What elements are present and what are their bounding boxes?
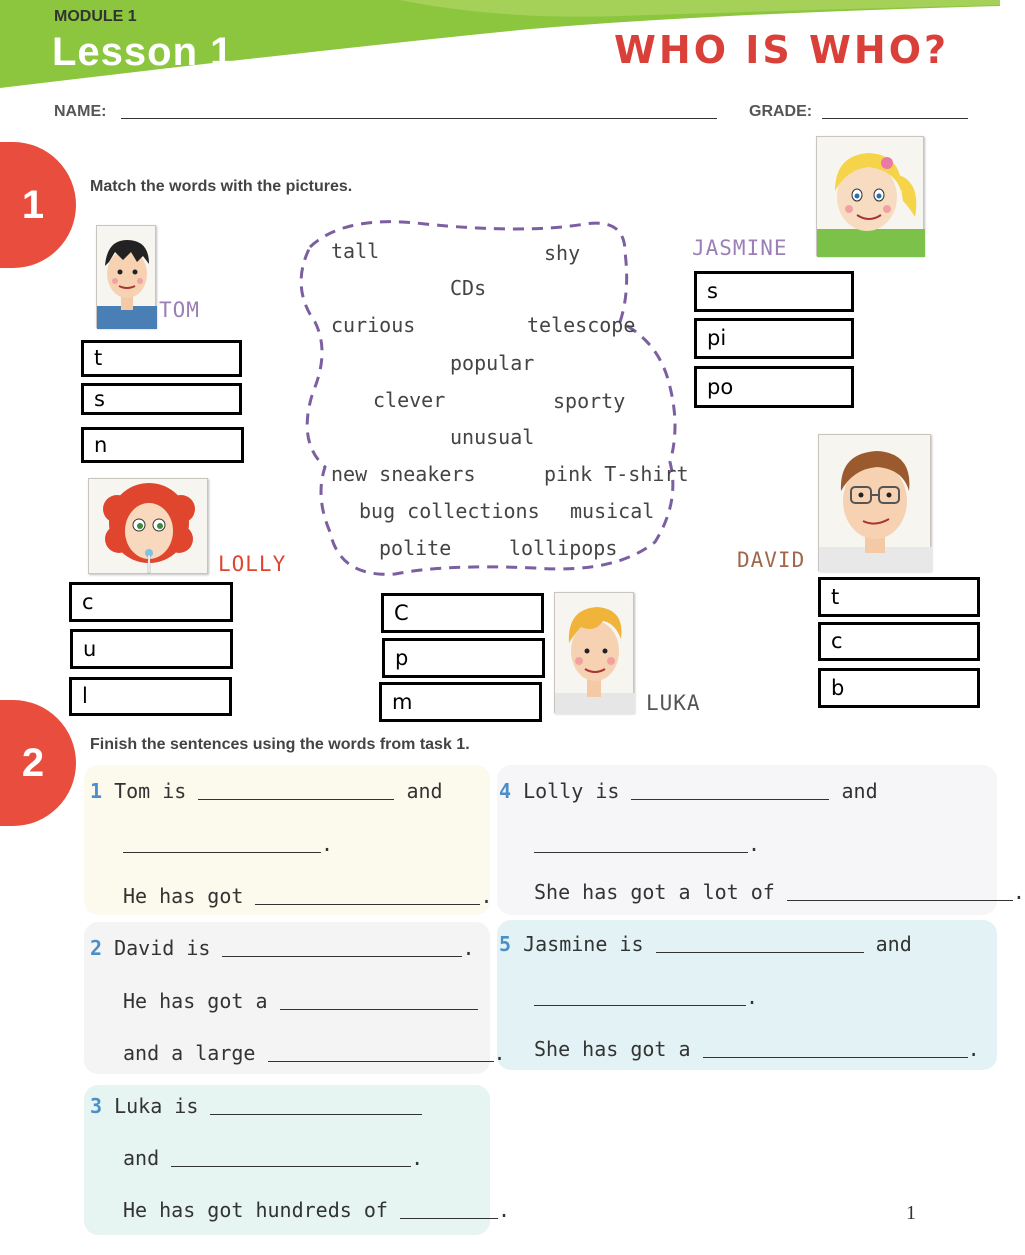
tom-answer-3[interactable]: n — [81, 427, 244, 463]
word-unusual: unusual — [450, 425, 535, 449]
task2-instruction: Finish the sentences using the words from task 1. — [90, 736, 470, 753]
sentence-5-number: 5 — [499, 932, 512, 956]
grade-label: GRADE: — [749, 103, 813, 120]
tom-name-label: TOM — [159, 298, 200, 322]
luka-answer-3[interactable]: m — [379, 682, 542, 722]
word-polite: polite — [379, 536, 452, 560]
task1-number-badge: 1 — [0, 142, 76, 268]
sentence-1-number: 1 — [90, 779, 103, 803]
david-answer-1[interactable]: t — [818, 577, 980, 617]
david-answer-2[interactable]: c — [818, 622, 980, 661]
sentence-3-text-c: . — [411, 1146, 424, 1170]
sentence-2-number: 2 — [90, 936, 103, 960]
sentence-2-blank-2[interactable] — [280, 990, 478, 1010]
sentence-2-text-c: He has got a — [123, 989, 268, 1013]
luka-name-label: LUKA — [646, 691, 701, 715]
word-musical: musical — [570, 499, 655, 523]
sentence-4-blank-1[interactable] — [631, 780, 829, 800]
david-answer-3[interactable]: b — [818, 668, 980, 708]
sentence-3-blank-2[interactable] — [171, 1147, 411, 1167]
word-lollipops: lollipops — [509, 536, 618, 560]
sentence-3-text-e: . — [497, 1198, 510, 1222]
word-pink-tshirt: pink T-shirt — [544, 462, 689, 486]
sentence-2-blank-3[interactable] — [268, 1042, 494, 1062]
sentence-3-blank-3[interactable] — [400, 1199, 498, 1219]
jasmine-name-label: JASMINE — [692, 236, 788, 260]
sentence-3-number: 3 — [90, 1094, 103, 1118]
word-popular: popular — [450, 351, 535, 375]
sentence-1-blank-2[interactable] — [123, 833, 321, 853]
sentence-2-blank-1[interactable] — [222, 937, 462, 957]
sentence-2-text-d: and a large — [123, 1041, 256, 1065]
sentence-5-line-1 — [499, 932, 912, 956]
page-number: 1 — [906, 1202, 916, 1224]
word-bug-collections: bug collections — [359, 499, 540, 523]
sentence-4-text-a: Lolly is — [523, 779, 620, 803]
sentence-3-line-3 — [123, 1198, 510, 1222]
lolly-portrait — [88, 478, 208, 574]
sentence-4-text-d: She has got a lot of — [534, 880, 775, 904]
sentence-4-line-3 — [534, 880, 1025, 904]
module-label: MODULE 1 — [54, 8, 137, 25]
sentence-5-blank-3[interactable] — [703, 1038, 968, 1058]
sentence-4-text-e: . — [1012, 880, 1025, 904]
sentence-5-text-d: She has got a — [534, 1037, 691, 1061]
task1-instruction: Match the words with the pictures. — [90, 178, 353, 195]
word-telescope: telescope — [527, 313, 636, 337]
sentence-1-line-1 — [90, 779, 443, 803]
sentence-1-blank-3[interactable] — [255, 885, 480, 905]
david-portrait — [818, 434, 931, 571]
lolly-answer-3[interactable]: l — [69, 677, 232, 716]
david-name-label: DAVID — [737, 548, 806, 572]
sentence-4-blank-3[interactable] — [787, 881, 1013, 901]
grade-field[interactable] — [822, 118, 968, 119]
sentence-5-blank-2[interactable] — [534, 986, 746, 1006]
luka-answer-1[interactable]: C — [381, 593, 544, 633]
sentence-5-text-b: and — [875, 932, 912, 956]
jasmine-answer-2[interactable]: pi — [694, 318, 854, 359]
sentence-4-number: 4 — [499, 779, 512, 803]
jasmine-answer-1[interactable]: s — [694, 271, 854, 312]
task2-number-badge: 2 — [0, 700, 76, 826]
sentence-4-text-c: . — [748, 832, 761, 856]
sentence-5-text-e: . — [967, 1037, 980, 1061]
lolly-answer-2[interactable]: u — [70, 629, 233, 669]
word-cloud-outline — [285, 212, 700, 582]
word-clever: clever — [373, 388, 446, 412]
tom-answer-1[interactable]: t — [81, 340, 242, 377]
word-sporty: sporty — [553, 389, 626, 413]
sentence-4-text-b: and — [841, 779, 878, 803]
sentence-3-line-2 — [123, 1146, 423, 1170]
sentence-4-blank-2[interactable] — [534, 833, 748, 853]
name-label: NAME: — [54, 103, 107, 120]
sentence-2-line-3 — [123, 1041, 506, 1065]
sentence-5-line-2 — [534, 985, 758, 1009]
sentence-1-text-a: Tom is — [114, 779, 187, 803]
word-tall: tall — [331, 239, 380, 263]
sentence-4-line-2 — [534, 832, 760, 856]
sentence-2-text-e: . — [493, 1041, 506, 1065]
luka-portrait — [554, 592, 634, 713]
sentence-1-text-d: He has got — [123, 884, 244, 908]
tom-answer-2[interactable]: s — [81, 383, 242, 415]
sentence-4-line-1 — [499, 779, 878, 803]
word-shy: shy — [544, 241, 581, 265]
sentence-1-text-e: . — [480, 884, 493, 908]
sentence-1-text-c: . — [321, 832, 334, 856]
lesson-title: Lesson 1 — [52, 30, 234, 74]
sentence-5-line-3 — [534, 1037, 980, 1061]
word-cds: CDs — [450, 276, 487, 300]
jasmine-portrait — [816, 136, 924, 256]
name-field[interactable] — [121, 118, 717, 119]
sentence-3-text-b: and — [123, 1146, 160, 1170]
tom-portrait — [96, 225, 156, 328]
lolly-answer-1[interactable]: c — [69, 582, 233, 622]
lolly-name-label: LOLLY — [218, 552, 287, 576]
sentence-1-line-2 — [123, 832, 333, 856]
sentence-5-text-c: . — [746, 985, 759, 1009]
sentence-5-blank-1[interactable] — [656, 933, 864, 953]
sentence-2-text-a: David is — [114, 936, 211, 960]
sentence-2-line-1 — [90, 936, 475, 960]
sentence-1-blank-1[interactable] — [198, 780, 394, 800]
luka-answer-2[interactable]: p — [382, 638, 545, 678]
sentence-1-line-3 — [123, 884, 493, 908]
jasmine-answer-3[interactable]: po — [694, 366, 854, 408]
sentence-3-blank-1[interactable] — [210, 1095, 422, 1115]
sentence-1-text-b: and — [406, 779, 443, 803]
sentence-2-text-b: . — [462, 936, 475, 960]
word-new-sneakers: new sneakers — [331, 462, 476, 486]
sentence-2-line-2 — [123, 989, 478, 1013]
word-curious: curious — [331, 313, 416, 337]
sentence-3-text-d: He has got hundreds of — [123, 1198, 388, 1222]
sentence-3-text-a: Luka is — [114, 1094, 199, 1118]
sentence-5-text-a: Jasmine is — [523, 932, 644, 956]
sentence-3-line-1 — [90, 1094, 422, 1118]
worksheet-title: WHO IS WHO? — [614, 28, 950, 72]
